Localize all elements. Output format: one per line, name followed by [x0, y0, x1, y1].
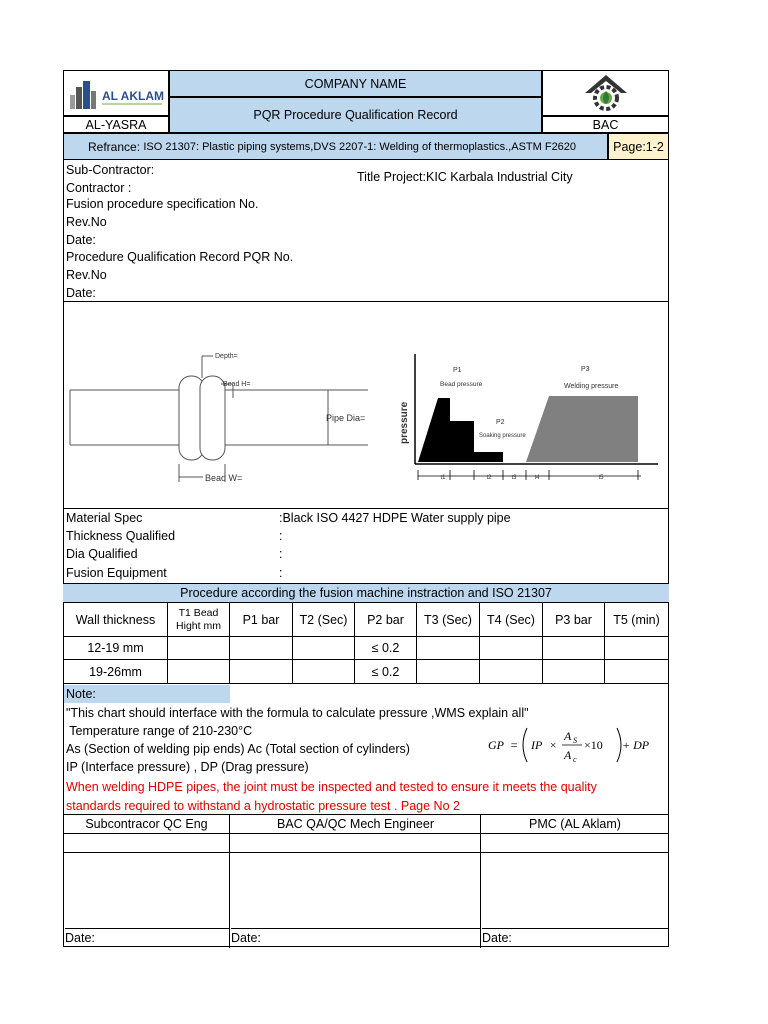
table-cell[interactable]: [416, 659, 480, 684]
pressure-formula: [486, 724, 666, 766]
th-t1-bead: T1 Bead Hight mm: [167, 602, 230, 637]
table-cell[interactable]: [229, 636, 293, 660]
t4-label: t4: [534, 475, 540, 481]
gear-emblem-icon: [581, 73, 631, 113]
formula-gp: GP: [488, 738, 504, 752]
sig-subcontractor-header: Subcontracor QC Eng: [63, 815, 230, 834]
sig-date-2[interactable]: Date:: [231, 928, 480, 948]
formula-as-sub: S: [573, 736, 577, 745]
date-label-1: Date:: [66, 233, 96, 247]
left-company: AL-YASRA: [63, 116, 169, 133]
th-wall-thickness: Wall thickness: [63, 602, 168, 637]
t5-label: t5: [598, 475, 604, 481]
formula-ac-sub: c: [573, 755, 577, 764]
table-cell[interactable]: [542, 659, 605, 684]
p2-label: P2: [496, 419, 505, 426]
reference-text: ISO 21307: Plastic piping systems,DVS 2207-1: Welding of thermoplastics.,ASTM F2620: [143, 140, 577, 153]
note-line-3: As (Section of welding pip ends) Ac (Total section of cylinders): [66, 742, 410, 756]
company-logo-icon: [66, 73, 166, 113]
table-cell[interactable]: [542, 636, 605, 660]
sig-date-1[interactable]: Date:: [65, 928, 229, 948]
signature-area[interactable]: [63, 853, 669, 929]
note-line-4: IP (Interface pressure) , DP (Drag pressure): [66, 760, 309, 774]
formula-dp: + DP: [622, 738, 650, 752]
dia-qualified-label: Dia Qualified: [66, 547, 138, 561]
thickness-qualified-label: Thickness Qualified: [66, 529, 176, 543]
page-number: Page:1-2: [608, 133, 669, 160]
emblem-cell: [542, 70, 669, 116]
table-cell[interactable]: [604, 636, 669, 660]
rev-no-label-1: Rev.No: [66, 215, 107, 229]
logo-text: AL AKLAM: [102, 89, 164, 103]
y-axis-pressure-label: pressure: [399, 401, 410, 444]
thickness-qualified-value: :: [279, 529, 283, 543]
p1-label: P1: [453, 367, 462, 374]
reference-label: Refrance:: [88, 139, 141, 154]
warning-line-2: standards required to withstand a hydrostatic pressure test . Page No 2: [66, 799, 460, 813]
table-cell[interactable]: [292, 636, 355, 660]
t2-label: t2: [486, 475, 492, 481]
table-cell[interactable]: 19-26mm: [63, 659, 168, 684]
table-cell[interactable]: [416, 636, 480, 660]
record-title: PQR Procedure Qualification Record: [169, 97, 542, 133]
p2-desc: Soaking pressure: [479, 433, 526, 439]
signature-block: [63, 814, 669, 947]
contractor-label: Contractor :: [66, 181, 132, 195]
table-cell[interactable]: [604, 659, 669, 684]
material-spec-value: :Black ISO 4427 HDPE Water supply pipe: [279, 511, 511, 525]
th-t5: T5 (min): [604, 602, 669, 637]
depth-label: Depth=: [215, 353, 238, 360]
note-label: Note:: [64, 685, 230, 703]
pipe-dia-label: Pipe Dia=: [326, 413, 366, 423]
table-cell[interactable]: [229, 659, 293, 684]
th-t3: T3 (Sec): [416, 602, 480, 637]
formula-mult: ×10: [584, 738, 603, 752]
fps-number-label: Fusion procedure specification No.: [66, 197, 259, 211]
logo-cell: [63, 70, 169, 116]
rev-no-label-2: Rev.No: [66, 268, 107, 282]
table-cell[interactable]: [167, 636, 230, 660]
th-p1: P1 bar: [229, 602, 293, 637]
right-company: BAC: [542, 116, 669, 133]
p1-desc: Bead pressure: [440, 381, 483, 388]
dia-qualified-value: :: [279, 547, 283, 561]
column-divider: [229, 834, 230, 948]
procedure-table: [63, 602, 669, 684]
svg-text:=: =: [510, 738, 519, 752]
title-project: Title Project:KIC Karbala Industrial City: [357, 170, 573, 184]
table-cell[interactable]: [167, 659, 230, 684]
pressure-chart: [415, 354, 658, 480]
info-section: [63, 160, 669, 302]
t1-label: t1: [440, 475, 446, 481]
pipe-bead-diagram: [70, 356, 368, 482]
note-line-1: "This chart should interface with the formula to calculate pressure ,WMS explain all": [66, 706, 529, 720]
material-spec-label: Material Spec: [66, 511, 143, 525]
fusion-diagrams: [63, 302, 669, 509]
th-t2: T2 (Sec): [292, 602, 355, 637]
procedure-banner: Procedure according the fusion machine instraction and ISO 21307: [63, 583, 669, 602]
pqr-number-label: Procedure Qualification Record PQR No.: [66, 250, 294, 264]
company-name: COMPANY NAME: [169, 70, 542, 97]
column-divider: [480, 834, 481, 948]
bead-w-label: Bead W=: [205, 473, 243, 483]
svg-text:×: ×: [549, 738, 558, 752]
formula-ip: IP: [531, 738, 543, 752]
th-t4: T4 (Sec): [479, 602, 543, 637]
table-cell[interactable]: ≤ 0.2: [354, 636, 417, 660]
formula-ac: A: [564, 748, 572, 762]
sig-date-3[interactable]: Date:: [482, 928, 669, 948]
table-cell[interactable]: 12-19 mm: [63, 636, 168, 660]
th-p3: P3 bar: [542, 602, 605, 637]
note-line-2: Temperature range of 210-230°C: [66, 724, 253, 738]
p3-desc: Welding pressure: [564, 383, 619, 390]
diagram-section: [63, 302, 669, 509]
signature-name-row[interactable]: [63, 834, 669, 853]
table-cell[interactable]: ≤ 0.2: [354, 659, 417, 684]
sig-pmc-header: PMC (AL Aklam): [480, 815, 669, 834]
t3-label: t3: [511, 475, 517, 481]
table-cell[interactable]: [479, 636, 543, 660]
sub-contractor-label: Sub-Contractor:: [66, 163, 155, 177]
table-cell[interactable]: [479, 659, 543, 684]
date-label-2: Date:: [66, 286, 96, 300]
th-p2: P2 bar: [354, 602, 417, 637]
fusion-equipment-value: :: [279, 566, 283, 580]
fusion-equipment-label: Fusion Equipment: [66, 566, 167, 580]
table-cell[interactable]: [292, 659, 355, 684]
p3-label: P3: [581, 366, 590, 373]
reference-row: [63, 133, 608, 160]
sig-bac-header: BAC QA/QC Mech Engineer: [229, 815, 481, 834]
formula-as: A: [564, 729, 572, 743]
bead-h-label: Bead H=: [223, 381, 251, 388]
warning-line-1: When welding HDPE pipes, the joint must be inspected and tested to ensure it meets the quality: [66, 780, 597, 794]
